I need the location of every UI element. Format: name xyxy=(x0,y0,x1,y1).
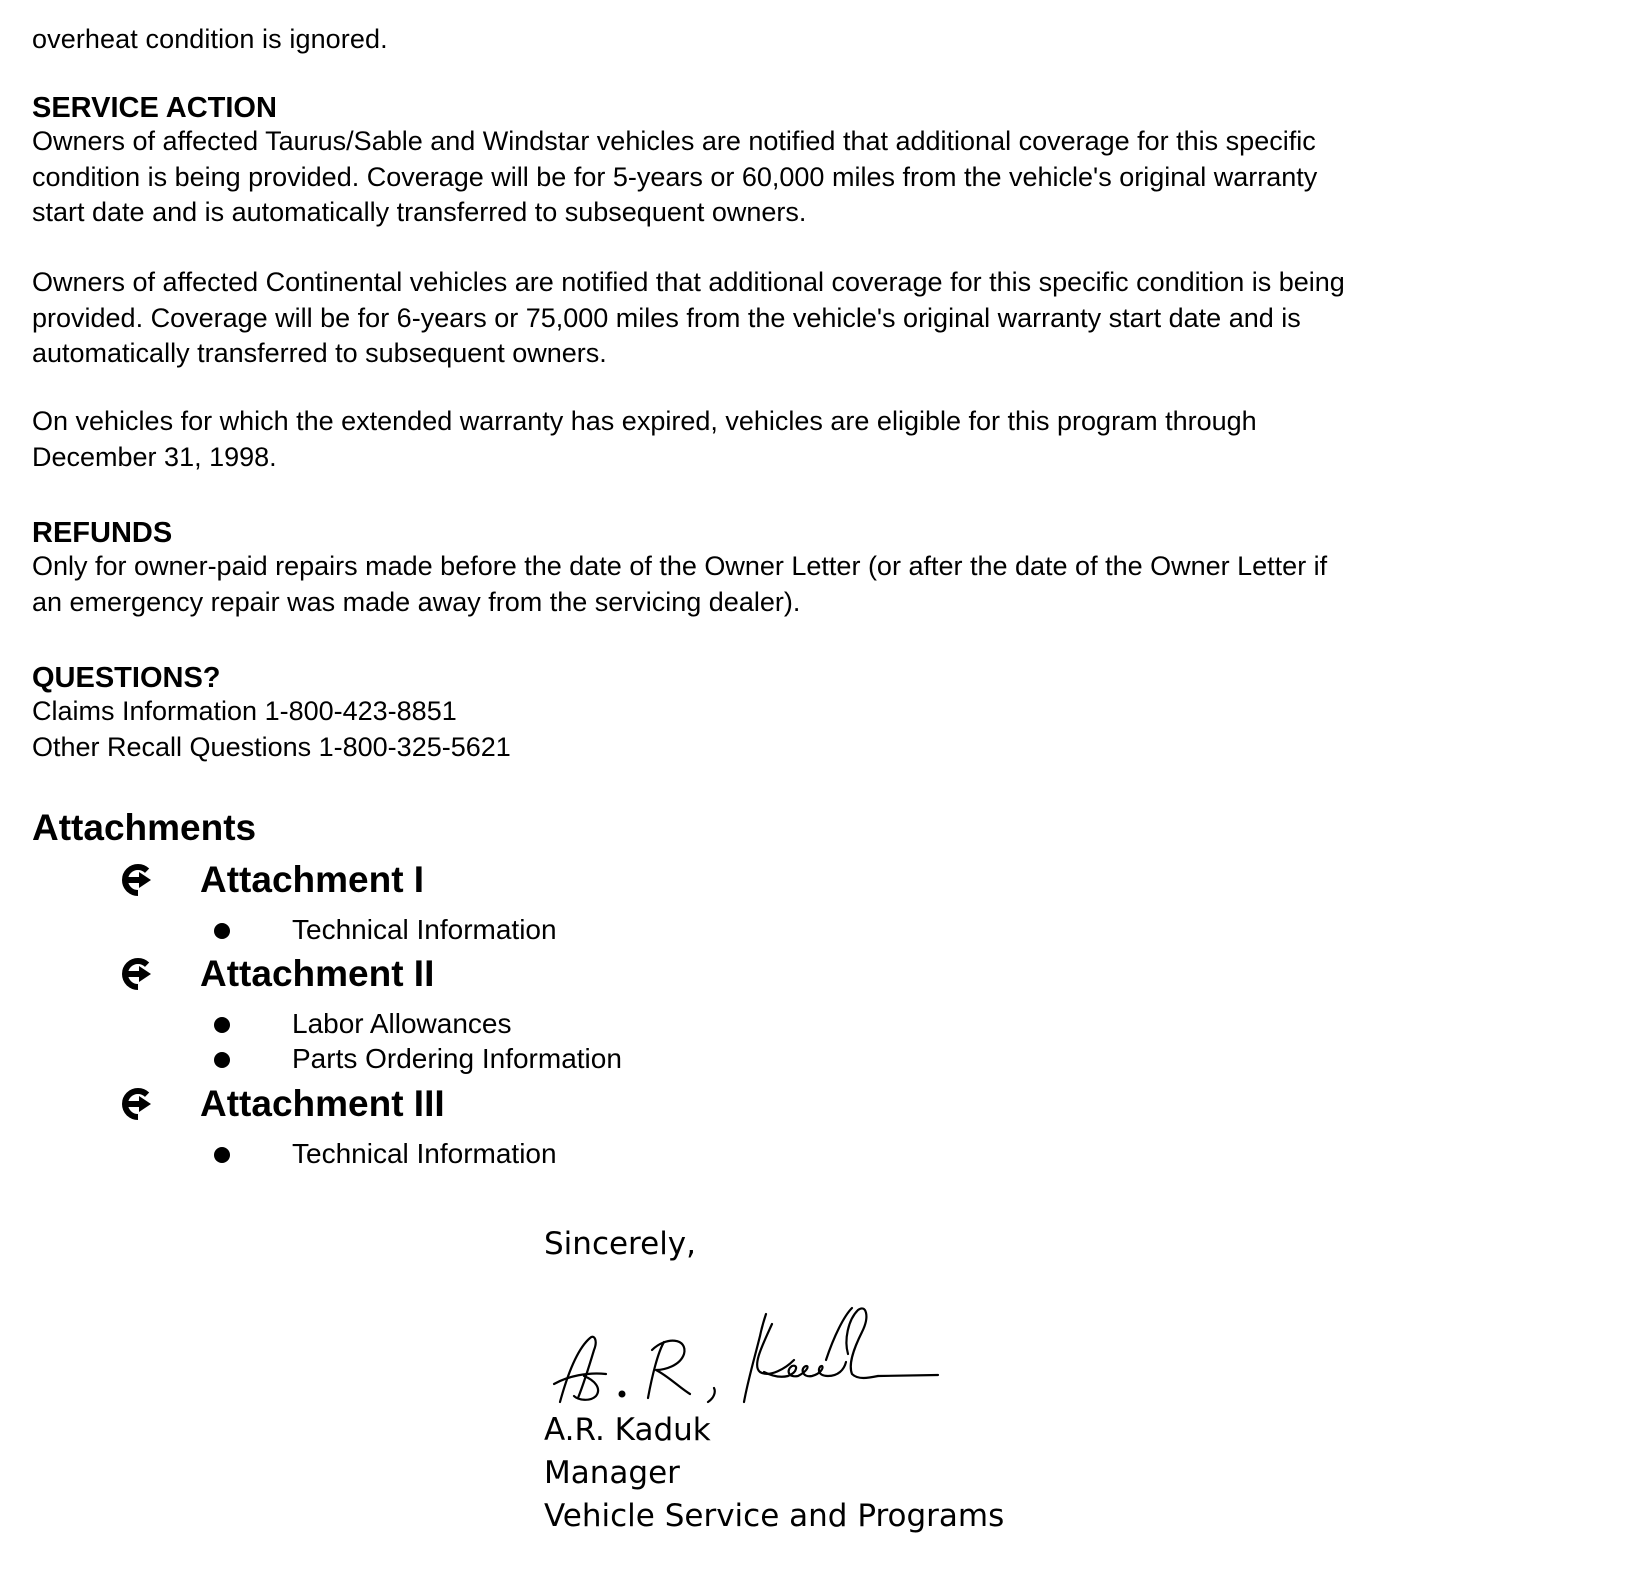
paragraph-line: Owners of affected Taurus/Sable and Windstar vehicles are notified that additional coverage for this specific xyxy=(32,126,1316,156)
paragraph-line: Only for owner-paid repairs made before the date of the Owner Letter (or after the date of the Owner Letter if xyxy=(32,551,1328,581)
bullet-icon xyxy=(214,1017,230,1033)
paragraph-line: On vehicles for which the extended warranty has expired, vehicles are eligible for this program through xyxy=(32,406,1257,436)
signer-title: Manager xyxy=(544,1455,680,1491)
section-heading-questions: QUESTIONS? xyxy=(32,662,221,694)
section-heading-service-action: SERVICE ACTION xyxy=(32,92,277,124)
bullet-text: Technical Information xyxy=(292,1138,557,1169)
service-action-paragraph-3 xyxy=(32,404,1592,475)
bullet-text: Technical Information xyxy=(292,914,557,945)
section-heading-refunds: REFUNDS xyxy=(32,517,173,549)
bullet-icon xyxy=(214,1052,230,1068)
paragraph-line: provided. Coverage will be for 6-years or 75,000 miles from the vehicle's original warranty start date and is xyxy=(32,302,1301,333)
circle-arrow-right-icon xyxy=(122,958,154,990)
paragraph-line: start date and is automatically transferred to subsequent owners. xyxy=(32,197,807,227)
paragraph-line: an emergency repair was made away from the servicing dealer). xyxy=(32,586,801,617)
intro-line: overheat condition is ignored. xyxy=(32,24,388,54)
recall-questions-line: Other Recall Questions 1-800-325-5621 xyxy=(32,731,511,762)
refunds-paragraph xyxy=(32,549,1592,620)
attachment-label: Attachment II xyxy=(200,953,435,994)
bullet-text: Parts Ordering Information xyxy=(292,1043,622,1074)
paragraph-line: condition is being provided. Coverage will be for 5-years or 60,000 miles from the vehicle's original warranty xyxy=(32,161,1318,192)
circle-arrow-right-icon xyxy=(122,864,154,896)
signer-department: Vehicle Service and Programs xyxy=(544,1498,1005,1534)
bullet-text: Labor Allowances xyxy=(292,1008,512,1039)
service-action-paragraph-1 xyxy=(32,124,1592,231)
service-action-paragraph-2 xyxy=(32,265,1592,372)
questions-contact-list xyxy=(32,694,1592,765)
attachment-label: Attachment III xyxy=(200,1083,445,1124)
closing-salutation: Sincerely, xyxy=(544,1226,697,1262)
paragraph-line: December 31, 1998. xyxy=(32,441,277,472)
attachments-title: Attachments xyxy=(32,807,257,848)
paragraph-line: Owners of affected Continental vehicles are notified that additional coverage for this specific condition is being xyxy=(32,267,1345,297)
bullet-icon xyxy=(214,1147,230,1163)
bullet-icon xyxy=(214,923,230,939)
handwritten-signature xyxy=(548,1280,968,1410)
signer-name: A.R. Kaduk xyxy=(544,1412,711,1448)
paragraph-line: automatically transferred to subsequent owners. xyxy=(32,338,607,368)
claims-information-line: Claims Information 1-800-423-8851 xyxy=(32,696,457,726)
attachment-label: Attachment I xyxy=(200,859,425,900)
circle-arrow-right-icon xyxy=(122,1088,154,1120)
